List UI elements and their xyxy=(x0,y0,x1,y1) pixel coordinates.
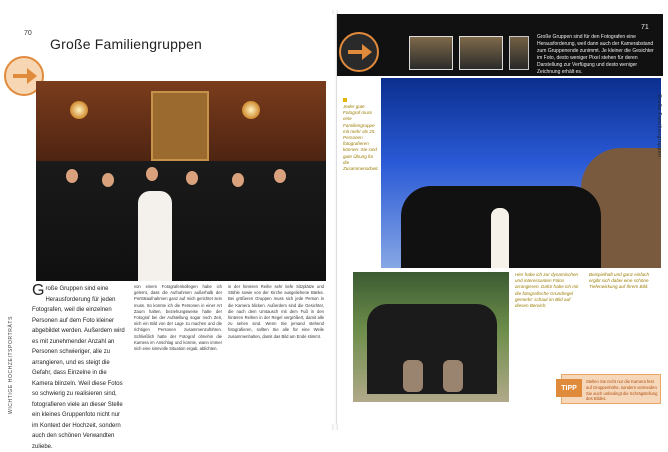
page-number-right: 71 xyxy=(641,24,649,31)
running-title-left: WICHTIGE HOCHZEITSPORTRÄTS xyxy=(8,315,14,414)
person-head xyxy=(274,169,286,183)
tip-box xyxy=(561,374,661,404)
header-caption: Große Gruppen sind für den Fotografen eine Herausforderung, weil dann auch der Kamerabstand zum Gruppenende zunimmt. Je kleiner die Gesichter im Foto, desto weniger Pixel stehen für deren Darstellung zur Verfügung und desto weniger Zeichnung erhält es. xyxy=(537,34,654,75)
side-note-1: Jeder gute Fotograf muss eine Familiengruppe mit mehr als 25 Personen fotografieren können. Sie sind gute Übung für die Zusammenarbeit. xyxy=(343,104,379,172)
garden-family-photo xyxy=(353,272,509,402)
person-head xyxy=(232,173,244,187)
person-head xyxy=(66,169,78,183)
chandelier-right xyxy=(242,101,260,119)
thumbnail-photo xyxy=(459,36,503,70)
page-title: Große Familiengruppen xyxy=(50,36,203,52)
church-group-photo xyxy=(36,81,326,281)
tip-label: TIPP xyxy=(556,379,582,397)
header-band xyxy=(337,14,663,76)
right-page xyxy=(336,14,662,424)
seated-person xyxy=(443,360,463,392)
left-page xyxy=(6,14,334,450)
page-number-left: 70 xyxy=(24,30,32,37)
side-note-3: Beispielhaft und ganz einfach ergibt sich dabei eine schöne Tiefenwirkung auf Ihrem Bild. xyxy=(589,272,650,290)
family-group xyxy=(367,304,497,394)
tip-text: Stellen Sie nicht nur die Kamera fest auf Gruppenhöhe, sondern vermeiden Sie auch unbedingt die Schrägstellung des Bildes. xyxy=(586,379,658,402)
lead-paragraph xyxy=(32,284,128,452)
side-note-2: Hier habe ich zur dynamischen und interessanten Fotos arrangieren. Dafür habe ich mir die fotografische Grundregel gemerkt: schaut im Bild auf diesen Bereich. xyxy=(515,272,579,309)
body-column-2: von einem Fotografenkollegen habe ich gelernt, dass die Aufnahmen außerhalb der Porträtaufnahmen ganz auf mich gerichtet sein muss. So konnte ich die Personen in einer Art Zaum halten, beziehungsweise hatte der Fotograf bei der Aufstellung sogar noch Zeit, sich ein Bild von der Lage zu machen und die richtigen Personen zusammenzuführen. Schließlich hatte der Fotograf ohnehin die Kamera im Anschlag und konnte, wann immer sich eine sinnvolle Situation ergab, ablichten. xyxy=(134,284,222,352)
note-marker xyxy=(343,98,347,102)
person-head xyxy=(102,173,114,187)
person-head xyxy=(186,171,198,185)
chandelier-left xyxy=(70,101,88,119)
dropcap: G xyxy=(32,282,45,299)
person-head xyxy=(146,167,158,181)
bride-gown xyxy=(491,208,509,268)
body-column-3: in der hinteren Reihe sehr tiefe Sitzplätze und Stühle sowie von der Kirche ausgeliehene Bänke. Bei größeren Gruppen muss sich jede Person in die Kamera blicken. Außerdem sind die Gesichter, die nach dem Umtausch mit dem Fuß in den hinteren Reihen in der Regel vergrößert, damit alle zu sehen sind. Wenn Sie jemand stehend fotografieren, sollten Sie alle für eine Weile zusammenhalten, damit das Bild am Ende stimmt. xyxy=(228,284,324,339)
thumbnail-photo xyxy=(409,36,453,70)
thumbnail-photo xyxy=(509,36,529,70)
altar xyxy=(151,91,209,161)
bride-figure xyxy=(138,191,172,281)
outdoor-group-photo xyxy=(381,78,661,268)
running-title-right: Große Familiengruppen xyxy=(656,94,662,158)
prev-arrow-icon xyxy=(339,32,379,72)
seated-person xyxy=(403,360,423,392)
lead-text: roße Gruppen sind eine Herausforderung für jeden Fotografen, weil die einzelnen Personen auf dem Foto kleiner abgebildet werden. Außerdem wird es mit zunehmender Anzahl an Personen schwieriger, alle zu arrangieren, und es steigt die Gefahr, dass Einzelne in die Kamera blinzeln. Weil diese Fotos so schwierig zu realisieren sind, fotografieren viele an dieser Stelle ein kleines Gruppenfoto nicht nur im Kontext der Hochzeit, sondern auch den schönen Verwandten zuliebe. xyxy=(32,286,125,450)
